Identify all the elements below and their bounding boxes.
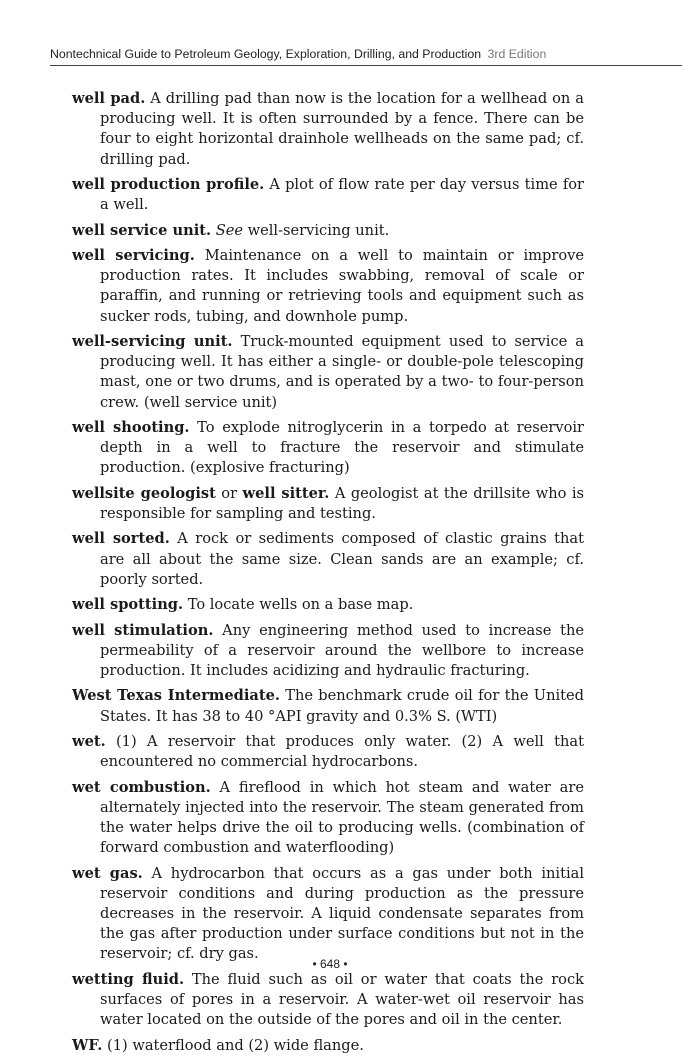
entry-definition: A drilling pad than now is the location for a wellhead on a producing well. It is often surrounded by a fence. There can be four to eight horizontal drainhole wellheads on the same pad; cf. drilling pad.: [100, 90, 584, 168]
entry-term: wellsite geologist: [72, 484, 216, 502]
glossary-entry: [72, 484, 584, 524]
entry-term: well production profile.: [72, 176, 265, 193]
entry-term: well stimulation.: [72, 621, 214, 639]
entry-definition: A plot of flow rate per day versus time for a well.: [100, 176, 584, 214]
entry-definition: The benchmark crude oil for the United States. It has 38 to 40 °API gravity and 0.3% S. (WTI): [100, 687, 584, 725]
entry-term: well shooting.: [72, 418, 190, 436]
glossary-entry: [72, 864, 584, 965]
glossary-entry: [72, 529, 584, 590]
entry-definition: To locate wells on a base map.: [183, 596, 414, 614]
entry-term: well sorted.: [72, 530, 170, 548]
glossary-entry: [72, 621, 584, 682]
glossary-entry: [72, 778, 584, 859]
glossary-entry: [72, 89, 584, 170]
entry-term: West Texas Intermediate.: [72, 687, 280, 705]
glossary-entry: [72, 418, 584, 479]
page-number: • 648 •: [312, 957, 348, 971]
entry-definition: A geologist at the drillsite who is responsible for sampling and testing.: [100, 484, 585, 522]
entry-term: well service unit.: [72, 221, 212, 239]
entry-definition: Maintenance on a well to maintain or improve production rates. It includes swabbing, removal of scale or paraffin, and running or retrieving tools and equipment such as sucker rods, tubing, and downhole pump.: [100, 246, 584, 325]
entry-definition: well-servicing unit.: [243, 221, 390, 239]
edition-label: 3rd Edition: [487, 47, 547, 61]
glossary-entry: [72, 595, 584, 615]
entry-term: wet.: [72, 732, 106, 750]
glossary-entry: [72, 246, 584, 327]
see-reference: See: [211, 221, 243, 239]
entry-term-alt: well sitter.: [242, 484, 330, 502]
entry-term: wetting fluid.: [72, 970, 185, 988]
glossary-entry: [72, 332, 584, 413]
book-title: Nontechnical Guide to Petroleum Geology, Exploration, Drilling, and Production: [50, 47, 482, 61]
glossary-entry: [72, 1036, 584, 1056]
entry-definition: (1) A reservoir that produces only water. (2) A well that encountered no commercial hydrocarbons.: [100, 732, 584, 771]
entry-definition: A hydrocarbon that occurs as a gas under both initial reservoir conditions and during production as the pressure decreases in the reservoir. A liquid condensate separates from the gas after production under surface conditions but not in the reservoir; cf. dry gas.: [100, 864, 584, 963]
entry-definition: (1) waterflood and (2) wide flange.: [102, 1036, 364, 1054]
entry-definition: The fluid such as oil or water that coats the rock surfaces of pores in a reservoir. A water-wet oil reservoir has water located on the outside of the pores and oil in the center.: [100, 970, 584, 1029]
entry-term: WF.: [72, 1036, 103, 1054]
entry-definition: Any engineering method used to increase the permeability of a reservoir around the wellbore to increase production. It includes acidizing and hydraulic fracturing.: [100, 621, 584, 679]
entry-term: well pad.: [72, 90, 146, 107]
entry-definition: A fireflood in which hot steam and water are alternately injected into the reservoir. The steam generated from the water helps drive the oil to producing wells. (combination of forward combustion and waterflooding): [100, 778, 584, 857]
glossary-entry: [72, 221, 584, 241]
glossary-entries: [72, 89, 584, 1061]
entry-term: well spotting.: [72, 596, 184, 614]
glossary-entry: [72, 970, 584, 1031]
running-header: [50, 47, 682, 66]
glossary-entry: [72, 686, 584, 726]
entry-term: well servicing.: [72, 246, 195, 264]
glossary-entry: [72, 175, 584, 215]
glossary-entry: [72, 732, 584, 772]
entry-term: wet combustion.: [72, 778, 211, 796]
entry-term: wet gas.: [72, 864, 143, 882]
entry-definition: To explode nitroglycerin in a torpedo at reservoir depth in a well to fracture the reservoir and stimulate production. (explosive fracturing): [100, 418, 584, 477]
entry-definition: A rock or sediments composed of clastic grains that are all about the same size. Clean sands are an example; cf. poorly sorted.: [100, 530, 584, 588]
entry-definition: Truck-mounted equipment used to service a producing well. It has either a single- or double-pole telescoping mast, one or two drums, and is operated by a two- to four-person crew. (well service unit): [100, 332, 584, 411]
entry-connector: or: [215, 484, 243, 502]
entry-term: well-servicing unit.: [72, 332, 233, 350]
